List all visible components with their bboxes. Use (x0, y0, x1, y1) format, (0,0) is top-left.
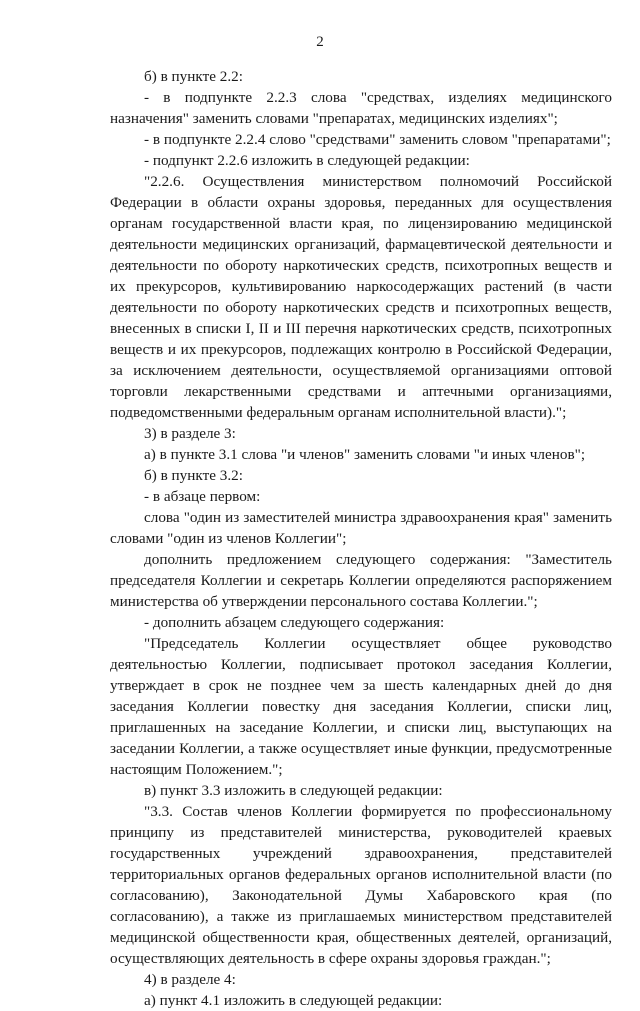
paragraph: - в подпункте 2.2.4 слово "средствами" заменить словом "препаратами"; (144, 131, 611, 148)
page-number: 2 (316, 34, 324, 50)
paragraph: б) в пункте 2.2: (144, 68, 243, 85)
paragraph: "Председатель Коллегии осуществляет общее руководство деятельностью Коллегии, подписывает протокол заседания Коллегии, утверждает в срок не позднее чем за шесть календарных дней до дня заседания Коллегии повестку дня заседания Коллегии, списки лиц, приглашенных на заседание Коллегии, и списки лиц, выступающих на заседании Коллегии, а также осуществляет иные функции, предусмотренные настоящим Положением."; (110, 635, 612, 778)
paragraph: 3) в разделе 3: (144, 425, 236, 442)
paragraph: - в подпункте 2.2.3 слова "средствах, изделиях медицинского назначения" заменить словами "препаратах, медицинских изделиях"; (110, 89, 612, 127)
paragraph: а) в пункте 3.1 слова "и членов" заменить словами "и иных членов"; (144, 446, 586, 463)
paragraph: а) пункт 4.1 изложить в следующей редакции: (144, 992, 443, 1009)
paragraph: дополнить предложением следующего содержания: "Заместитель председателя Коллегии и секретарь Коллегии определяются распоряжением министерства об утверждении персонального состава Коллегии."; (110, 551, 612, 610)
paragraph: "3.3. Состав членов Коллегии формируется по профессиональному принципу из представителей министерства, руководителей краевых государственных учреждений здравоохранения, представителей территориальных органов федеральных органов исполнительной власти (по согласованию), Законодательной Думы Хабаровского края (по согласованию), а также из приглашаемых министерством представителей медицинской общественности края, общественных деятелей, организаций, осуществляющих деятельность в сфере охраны здоровья граждан."; (110, 803, 612, 967)
paragraph: 4) в разделе 4: (144, 971, 236, 988)
paragraph: - подпункт 2.2.6 изложить в следующей редакции: (144, 152, 470, 169)
paragraph: - в абзаце первом: (144, 488, 261, 505)
document-body (110, 66, 612, 1011)
paragraph: в) пункт 3.3 изложить в следующей редакции: (144, 782, 443, 799)
paragraph: - дополнить абзацем следующего содержания: (144, 614, 445, 631)
paragraph: "2.2.6. Осуществления министерством полномочий Российской Федерации в области охраны здоровья, переданных для осуществления органам государственной власти края, по лицензированию медицинской деятельности медицинских организаций, фармацевтической деятельности и деятельности по обороту наркотических средств, психотропных веществ и их прекурсоров, культивированию наркосодержащих растений (в части деятельности по обороту наркотических средств и психотропных веществ, внесенных в списки I, II и III перечня наркотических средств, психотропных веществ и их прекурсоров, подлежащих контролю в Российской Федерации, за исключением деятельности, осуществляемой организациями оптовой торговли лекарственными средствами и аптечными организациями, подведомственными федеральным органам исполнительной власти)."; (110, 173, 612, 421)
paragraph: слова "один из заместителей министра здравоохранения края" заменить словами "один из членов Коллегии"; (110, 509, 612, 547)
paragraph: б) в пункте 3.2: (144, 467, 243, 484)
